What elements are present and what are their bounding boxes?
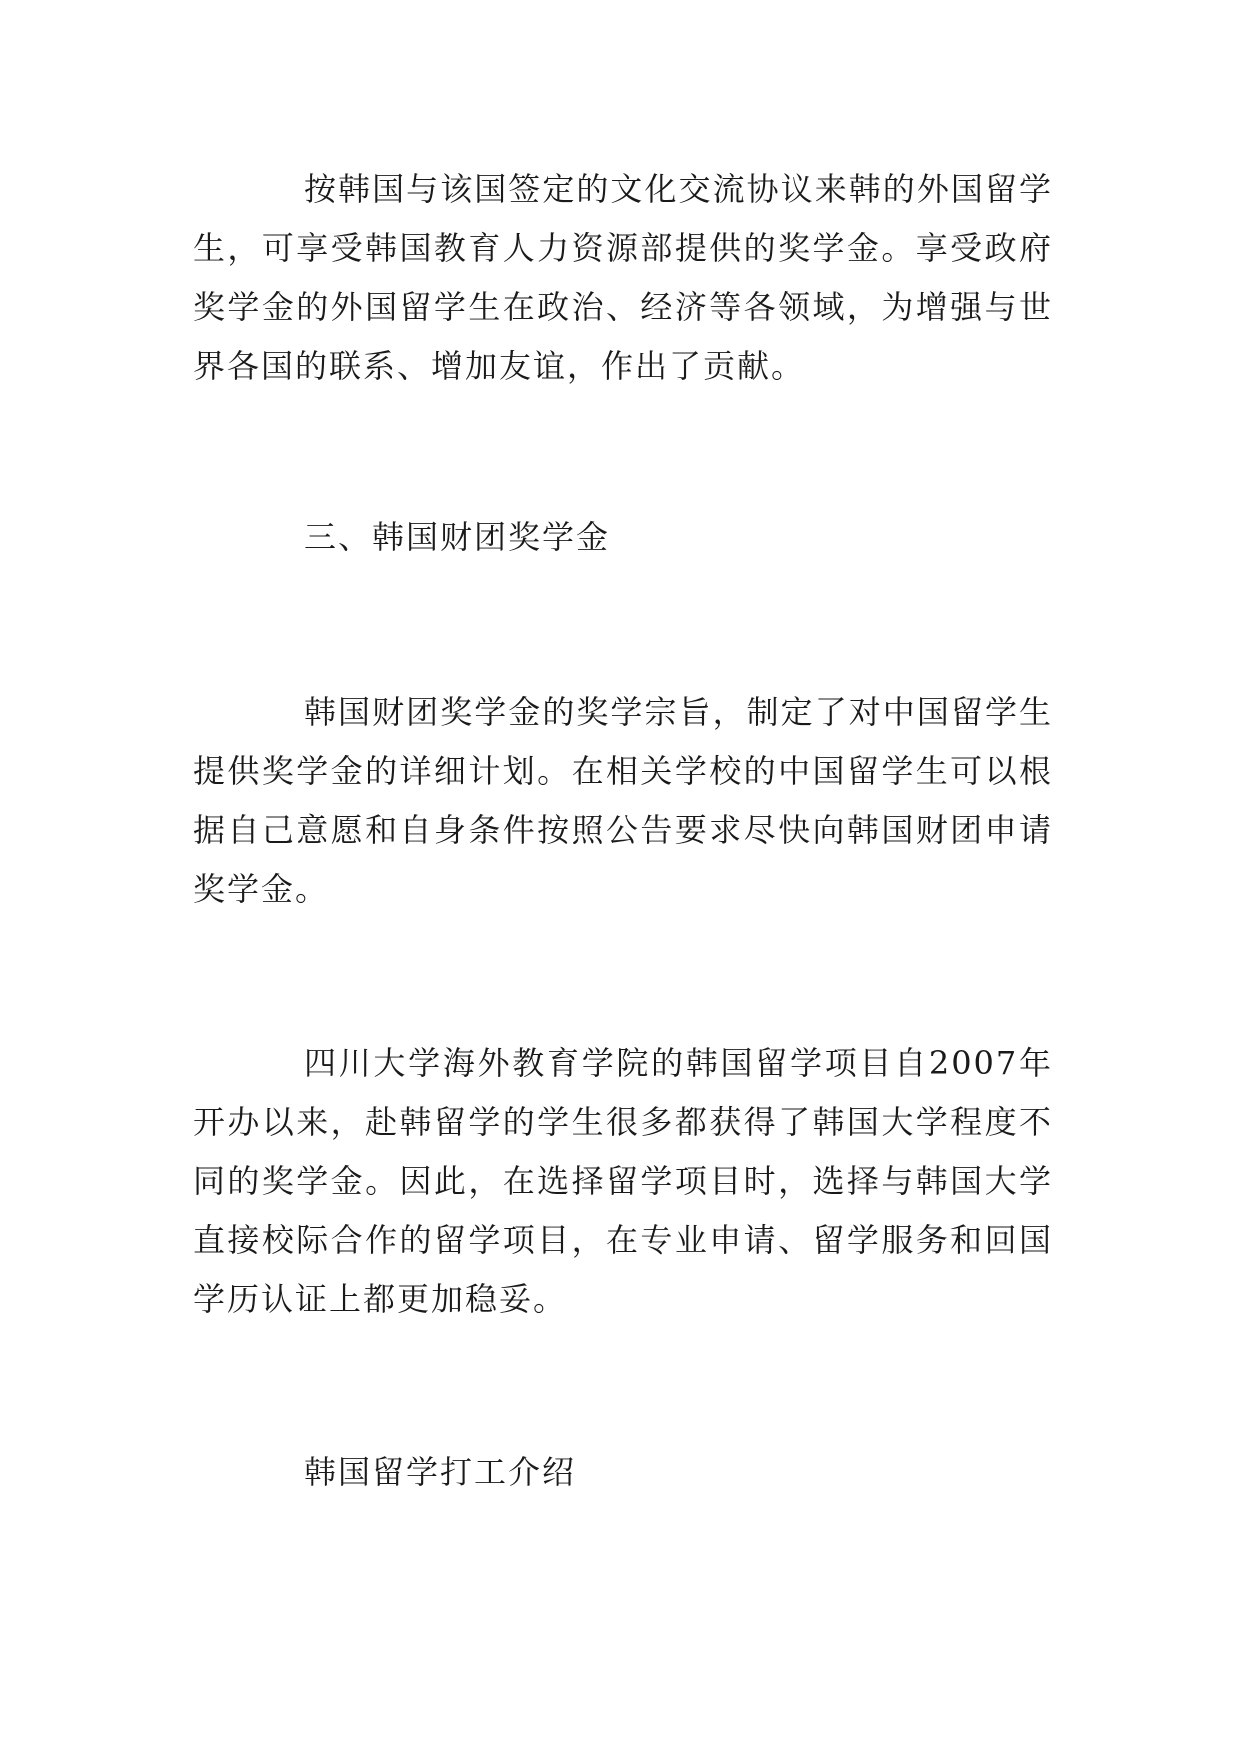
paragraph-sichuan-university-program: 四川大学海外教育学院的韩国留学项目自2007年开办以来，赴韩留学的学生很多都获得了韩国大学程度不同的奖学金。因此，在选择留学项目时，选择与韩国大学直接校际合作的留学项目，在专业申请、留学服务和回国学历认证上都更加稳妥。 bbox=[193, 1044, 1053, 1318]
paragraph-foundation-scholarship: 韩国财团奖学金的奖学宗旨，制定了对中国留学生提供奖学金的详细计划。在相关学校的中国留学生可以根据自己意愿和自身条件按照公告要求尽快向韩国财团申请奖学金。 bbox=[193, 693, 1053, 908]
section-heading-foundation-scholarship: 三、韩国财团奖学金 bbox=[304, 518, 611, 556]
section-heading-work-study: 韩国留学打工介绍 bbox=[304, 1453, 577, 1491]
paragraph-government-scholarship: 按韩国与该国签定的文化交流协议来韩的外国留学生，可享受韩国教育人力资源部提供的奖学金。享受政府奖学金的外国留学生在政治、经济等各领域，为增强与世界各国的联系、增加友谊，作出了贡献。 bbox=[193, 170, 1053, 385]
